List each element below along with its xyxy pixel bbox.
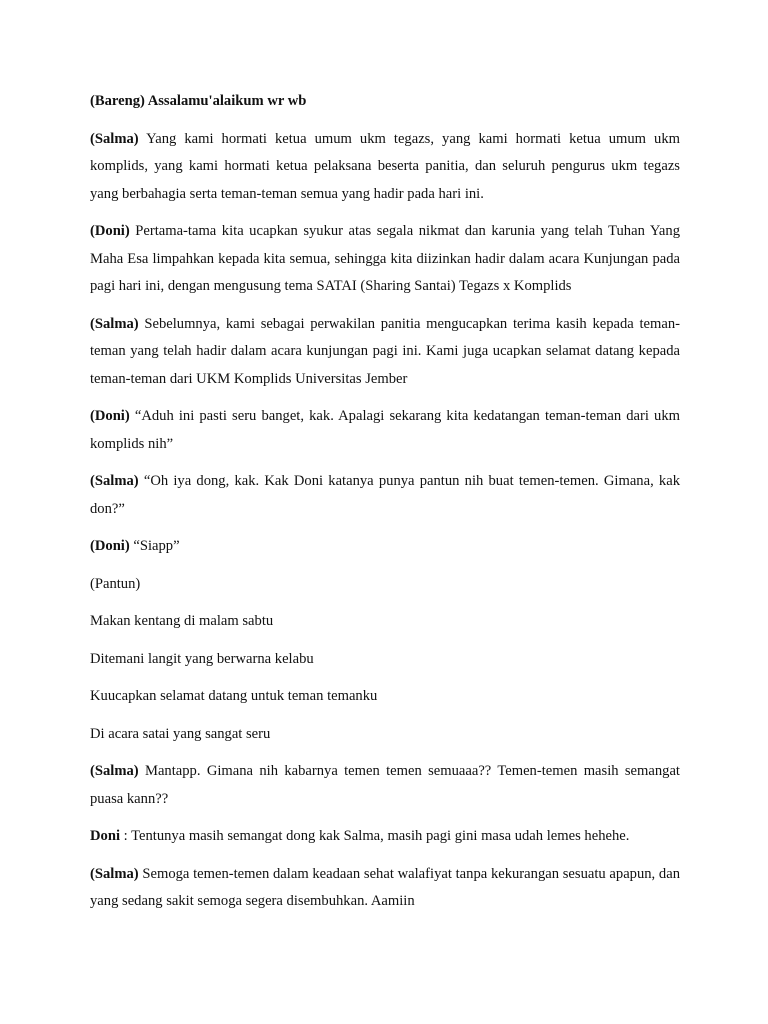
pantun-heading bbox=[90, 571, 680, 599]
speaker-label: Doni bbox=[90, 828, 121, 844]
pantun-line bbox=[90, 608, 680, 636]
document-page bbox=[90, 88, 680, 926]
paragraph-text: Ditemani langit yang berwarna kelabu bbox=[90, 650, 314, 667]
paragraph-text: Sebelumnya, kami sebagai perwakilan panitia mengucapkan terima kasih kepada teman-teman yang telah hadir dalam acara kunjungan pagi ini. Kami juga ucapkan selamat datang kepada teman-teman dari UKM Komplids Universitas Jember bbox=[90, 315, 680, 387]
paragraph-doni-semangat bbox=[90, 823, 680, 851]
paragraph-text: (Pantun) bbox=[90, 575, 141, 592]
paragraph-text: “Oh iya dong, kak. Kak Doni katanya punya pantun nih buat temen-temen. Gimana, kak don?” bbox=[90, 473, 680, 517]
speaker-label: (Doni) bbox=[90, 223, 130, 239]
paragraph-doni-excited bbox=[90, 403, 680, 458]
paragraph-text: Assalamu'alaikum wr wb bbox=[144, 93, 307, 109]
paragraph-doni-siapp bbox=[90, 533, 680, 561]
paragraph-text: “Aduh ini pasti seru banget, kak. Apalagi sekarang kita kedatangan teman-teman dari ukm komplids nih” bbox=[90, 408, 680, 452]
speaker-label: (Salma) bbox=[90, 130, 139, 147]
speaker-label: (Salma) bbox=[90, 315, 139, 332]
paragraph-text: Di acara satai yang sangat seru bbox=[90, 725, 271, 742]
paragraph-text: Semoga temen-temen dalam keadaan sehat walafiyat tanpa kekurangan sesuatu apapun, dan yang sedang sakit semoga segera disembuhkan. Aamiin bbox=[90, 865, 680, 909]
paragraph-salma-pantun-ask bbox=[90, 468, 680, 523]
paragraph-salma-opening bbox=[90, 126, 680, 209]
pantun-line bbox=[90, 646, 680, 674]
speaker-label: (Doni) bbox=[90, 538, 130, 554]
paragraph-text: : Tentunya masih semangat dong kak Salma, masih pagi gini masa udah lemes hehehe. bbox=[120, 828, 630, 844]
pantun-line bbox=[90, 683, 680, 711]
speaker-label: (Salma) bbox=[90, 865, 139, 882]
paragraph-greeting bbox=[90, 88, 680, 116]
paragraph-text: Mantapp. Gimana nih kabarnya temen temen semuaaa?? Temen-temen masih semangat puasa kann?? bbox=[90, 763, 680, 807]
pantun-line bbox=[90, 721, 680, 749]
paragraph-doni-gratitude bbox=[90, 218, 680, 301]
paragraph-text: “Siapp” bbox=[129, 538, 180, 554]
speaker-label: (Salma) bbox=[90, 473, 139, 489]
speaker-label: (Bareng) bbox=[90, 93, 145, 109]
speaker-label: (Salma) bbox=[90, 763, 139, 779]
paragraph-text: Kuucapkan selamat datang untuk teman temanku bbox=[90, 688, 378, 704]
speaker-label: (Doni) bbox=[90, 408, 130, 424]
paragraph-salma-kabar bbox=[90, 758, 680, 813]
paragraph-text: Pertama-tama kita ucapkan syukur atas segala nikmat dan karunia yang telah Tuhan Yang Maha Esa limpahkan kepada kita semua, sehingga kita diizinkan hadir dalam acara Kunjungan pada pagi hari ini, dengan mengusung tema SATAI (Sharing Santai) Tegazs x Komplids bbox=[90, 223, 680, 294]
paragraph-text: Yang kami hormati ketua umum ukm tegazs, yang kami hormati ketua umum ukm komplids, yang kami hormati ketua pelaksana beserta panitia, dan seluruh pengurus ukm tegazs yang berbahagia serta teman-teman semua yang hadir pada hari ini. bbox=[90, 130, 680, 202]
paragraph-text: Makan kentang di malam sabtu bbox=[90, 613, 274, 629]
paragraph-salma-thanks bbox=[90, 311, 680, 394]
paragraph-salma-doa bbox=[90, 861, 680, 916]
